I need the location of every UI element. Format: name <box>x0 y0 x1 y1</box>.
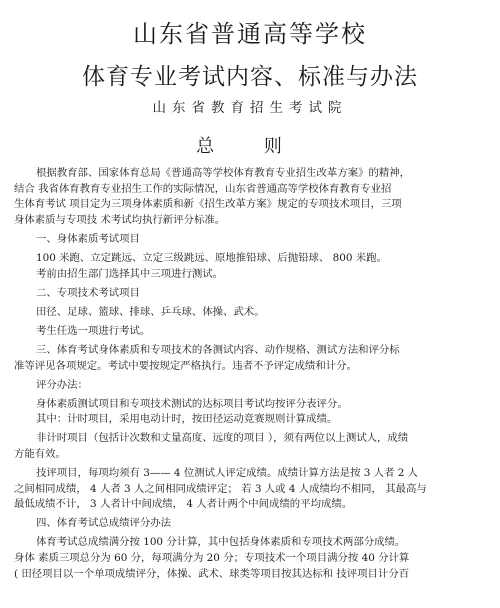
paragraph-line: 结合 我省体育教育专业招生工作的实际情况，山东省普通高等学校体育教育专业招 <box>14 182 392 195</box>
paragraph-line: 最低成绩不计， 3 人者计中间成绩， 4 人者计两个中间成绩的平均成绩。 <box>14 498 353 511</box>
paragraph-line: 其中：计时项目，采用电动计时，按田径运动竞赛规则计算成绩。 <box>36 413 338 426</box>
paragraph-line: ( 田径项目以一个单项成绩评分，体操、武术、球类等项目按其达标和 技评项目计分百 <box>14 567 410 580</box>
paragraph-line: 体育考试总成绩满分按 100 分计算，其中包括身体素质和专项技术两部分成绩。 <box>36 536 406 549</box>
paragraph-line: 身体 素质三项总分为 60 分，每项满分为 20 分；专项技术一个项目满分按 40 分计算 <box>14 552 410 565</box>
paragraph-line: 身体素质测试项目和专项技术测试的达标项目考试均按评分表评分。 <box>36 397 348 410</box>
paragraph-line: 田径、足球、篮球、排球、乒乓球、体操、武术。 <box>36 305 265 318</box>
document-subtitle: 体育专业考试内容、标准与办法 <box>82 64 418 90</box>
paragraph-line: 考生任选一项进行考试。 <box>36 324 151 337</box>
section-item-heading: 一、身体素质考试项目 <box>36 232 140 245</box>
issuing-authority: 山东省教育招生考试院 <box>152 100 348 116</box>
section-item-heading: 四、体育考试总成绩评分办法 <box>36 517 172 530</box>
paragraph-line: 方能有效。 <box>14 448 66 460</box>
document-body <box>14 166 484 582</box>
section-item-heading: 评分办法： <box>36 378 88 391</box>
paragraph-line: 身体素质与专项技 术考试均执行新评分标准。 <box>14 213 226 226</box>
document-title: 山东省普通高等学校 <box>133 20 367 48</box>
paragraph-line: 考前由招生部门选择其中三项进行测试。 <box>36 267 224 280</box>
section-heading: 总 则 <box>196 136 304 157</box>
paragraph-line: 三、体育考试身体素质和专项技术的各测试内容、动作规格、测试方法和评分标 <box>36 343 400 356</box>
paragraph-line: 生体育考试 项目定为三项身体素质和新《招生改革方案》规定的专项技术项目，三项 <box>14 198 402 211</box>
section-item-heading: 二、专项技术考试项目 <box>36 286 140 299</box>
paragraph-line: 100 米跑、立定跳远、立定三级跳远、原地推铅球、后抛铅球、 800 米跑。 <box>36 251 387 264</box>
paragraph-line: 技评项目，每项均须有 3—— 4 位测试人评定成绩。成绩计算方法是按 3 人者 2 人 <box>36 467 419 480</box>
paragraph-line: 根据教育部、国家体育总局《普通高等学校体育教育专业招生改革方案》的精神， <box>36 167 411 179</box>
paragraph-line: 之间相同成绩， 4 人者 3 人之间相同成绩评定； 若 3 人或 4 人成绩均不相同， 其最高与 <box>14 482 427 495</box>
paragraph-line: 准等评见各项规定。考试中要按规定严格执行。违者不予评定成绩和计分。 <box>14 359 357 372</box>
paragraph-line: 非计时项目（包括计次数和丈量高度、远度的项目 ），须有两位以上测试人，成绩 <box>36 432 409 445</box>
